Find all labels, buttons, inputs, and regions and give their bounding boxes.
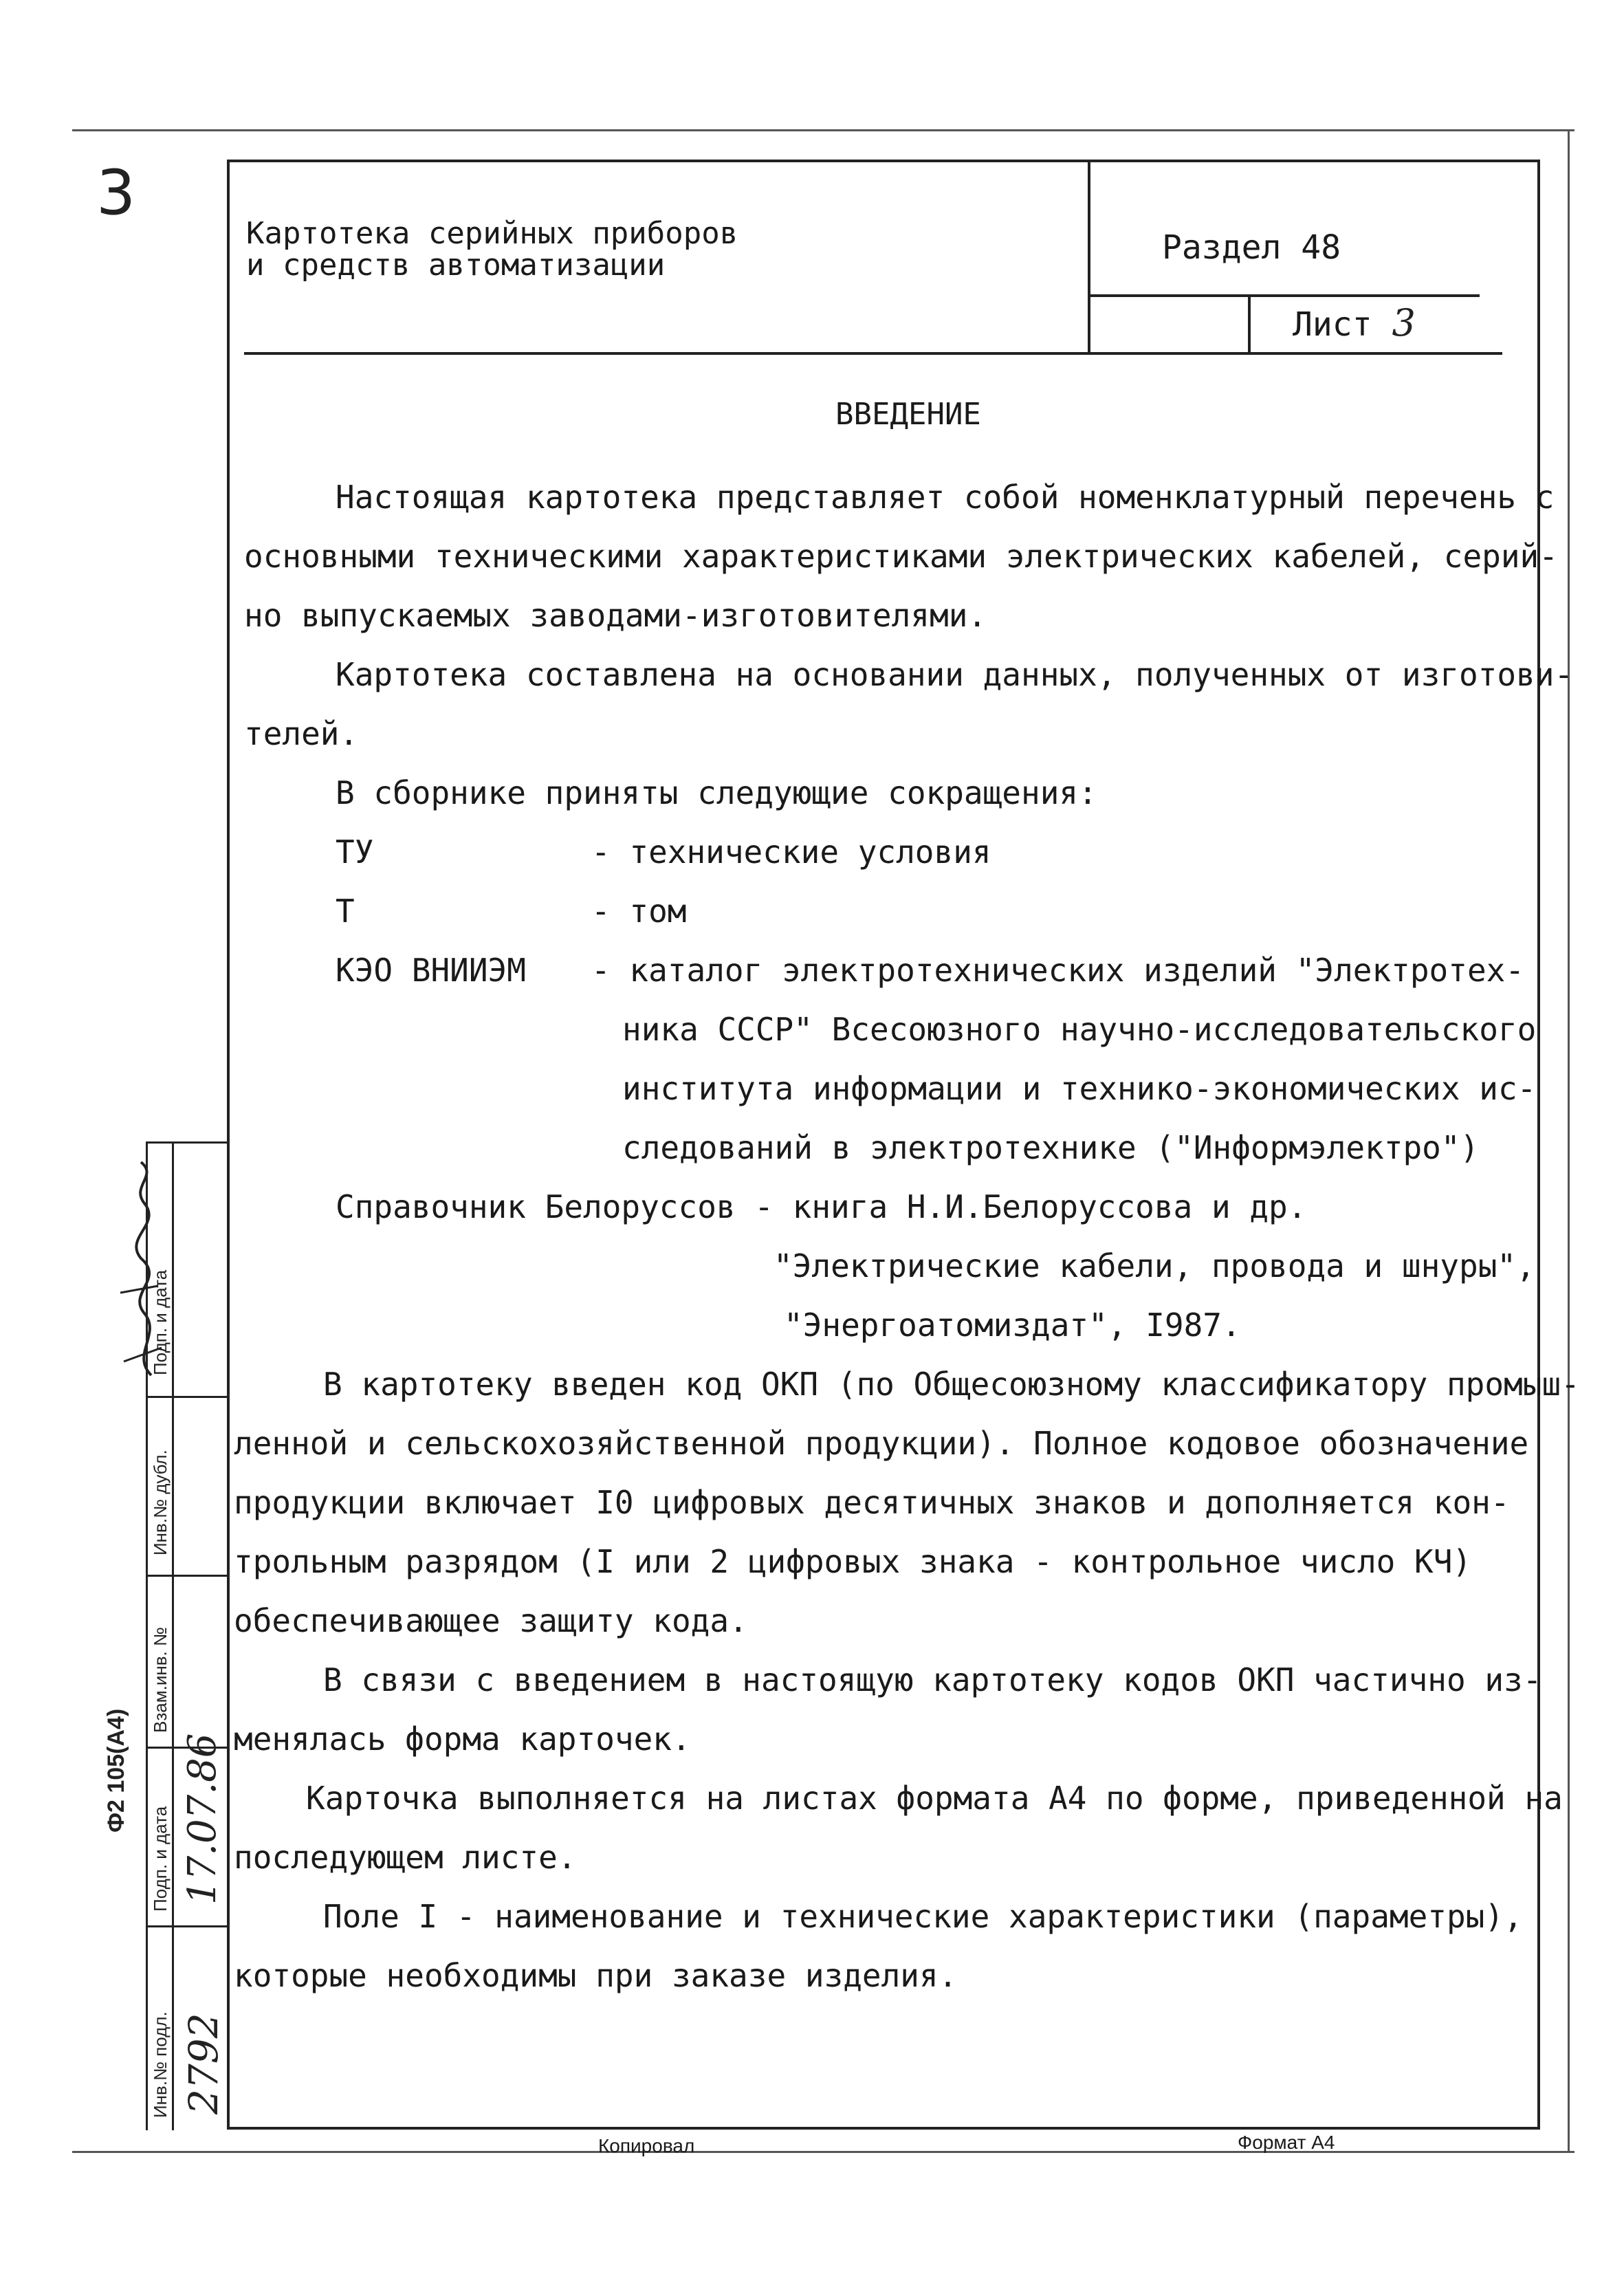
p4-line5: обеспечивающее защиту кода.: [234, 1602, 748, 1639]
stamp-field-orig-inv: Инв.№ подл.: [150, 2011, 171, 2118]
header-sheet-number: 3: [1392, 301, 1416, 345]
ref-line2: "Электрические кабели, провода и шнуры",: [773, 1247, 1535, 1284]
p6-line2: последующем листе.: [234, 1839, 577, 1876]
abbr-def: - технические условия: [591, 833, 991, 871]
p1-line2: основными техническими характеристиками электрических кабелей, серий-: [244, 538, 1558, 575]
footer-format: Формат А4: [1238, 2132, 1335, 2153]
footer-copied: Копировал: [598, 2135, 695, 2156]
header-sheet-label: Лист: [1293, 305, 1372, 344]
abbr-def: - каталог электротехнических изделий "Электротех-: [591, 952, 1525, 989]
stamp-hand-inv: 2792: [180, 2013, 227, 2114]
p3-line1: В сборнике приняты следующие сокращения:: [336, 774, 1097, 811]
outer-border-top: [72, 129, 1574, 131]
abbr-term: Т: [336, 893, 355, 930]
signature-mark: [103, 1155, 179, 1382]
ref-line1: Справочник Белоруссов - книга Н.И.Белоруссова и др.: [336, 1188, 1307, 1225]
stamp-divider: [146, 1396, 227, 1398]
p4-line4: трольным разрядом (I или 2 цифровых знака - контрольное число КЧ): [234, 1543, 1472, 1580]
p1-line3: но выпускаемых заводами-изготовителями.: [244, 597, 987, 634]
header-sheet: [1293, 303, 1416, 345]
p4-line1: В картотеку введен код ОКП (по Общесоюзному классификатору промыш-: [323, 1366, 1580, 1403]
p6-line1: Карточка выполняется на листах формата А4 по форме, приведенной на: [306, 1780, 1563, 1817]
stamp-divider: [146, 1575, 227, 1577]
p7-line1: Поле I - наименование и технические характеристики (параметры),: [323, 1898, 1523, 1935]
ref-line3: "Энергоатомиздат", I987.: [784, 1307, 1241, 1344]
abbr-def-cont: следований в электротехнике ("Информэлектро"): [622, 1129, 1480, 1166]
stamp-field-swap-inv: Взам.инв. №: [150, 1627, 171, 1733]
stamp-field-dup-inv: Инв.№ дубл.: [150, 1450, 171, 1555]
header-section: Раздел 48: [1162, 228, 1341, 267]
abbr-def-cont: института информации и технико-экономических ис-: [622, 1070, 1537, 1107]
p4-line2: ленной и сельскохозяйственной продукции). Полное кодовое обозначение: [234, 1425, 1529, 1462]
p2-line2: телей.: [244, 715, 359, 752]
stamp-hand-date: 17.07.86: [180, 1733, 225, 1905]
header-divider-vertical: [1088, 160, 1090, 355]
p5-line2: менялась форма карточек.: [234, 1720, 691, 1758]
abbr-term: ТУ: [336, 833, 374, 871]
stamp-divider: [146, 1925, 227, 1927]
stamp-field-sign-date: Подп. и дата: [150, 1269, 171, 1375]
abbr-def: - том: [591, 893, 687, 930]
header-divider-section: [1088, 294, 1480, 297]
outer-border-bottom: [72, 2151, 1574, 2153]
p7-line2: которые необходимы при заказе изделия.: [234, 1957, 958, 1994]
header-title-line1: Картотека серийных приборов: [246, 216, 738, 251]
p1-line1: Настоящая картотека представляет собой номенклатурный перечень с: [336, 479, 1555, 516]
stamp-form-code: Ф2 105(А4): [103, 1708, 129, 1833]
p2-line1: Картотека составлена на основании данных, полученных от изготови-: [336, 656, 1574, 693]
p4-line3: продукции включает I0 цифровых десятичных знаков и дополняется кон-: [234, 1484, 1510, 1521]
page-number: 3: [96, 157, 136, 229]
abbr-def-cont: ника СССР" Всесоюзного научно-исследовательского: [622, 1011, 1537, 1048]
header-divider-sheet: [1248, 294, 1251, 355]
header-title-line2: и средств автоматизации: [246, 248, 666, 283]
stamp-field-sign-date2: Подп. и дата: [150, 1806, 171, 1912]
p5-line1: В связи с введением в настоящую картотеку кодов ОКП частично из-: [323, 1661, 1542, 1698]
abbr-term: КЭО ВНИИЭМ: [336, 952, 526, 989]
outer-border-right: [1568, 129, 1570, 2151]
page-heading: ВВЕДЕНИЕ: [835, 397, 981, 432]
header-rule: [244, 352, 1502, 355]
